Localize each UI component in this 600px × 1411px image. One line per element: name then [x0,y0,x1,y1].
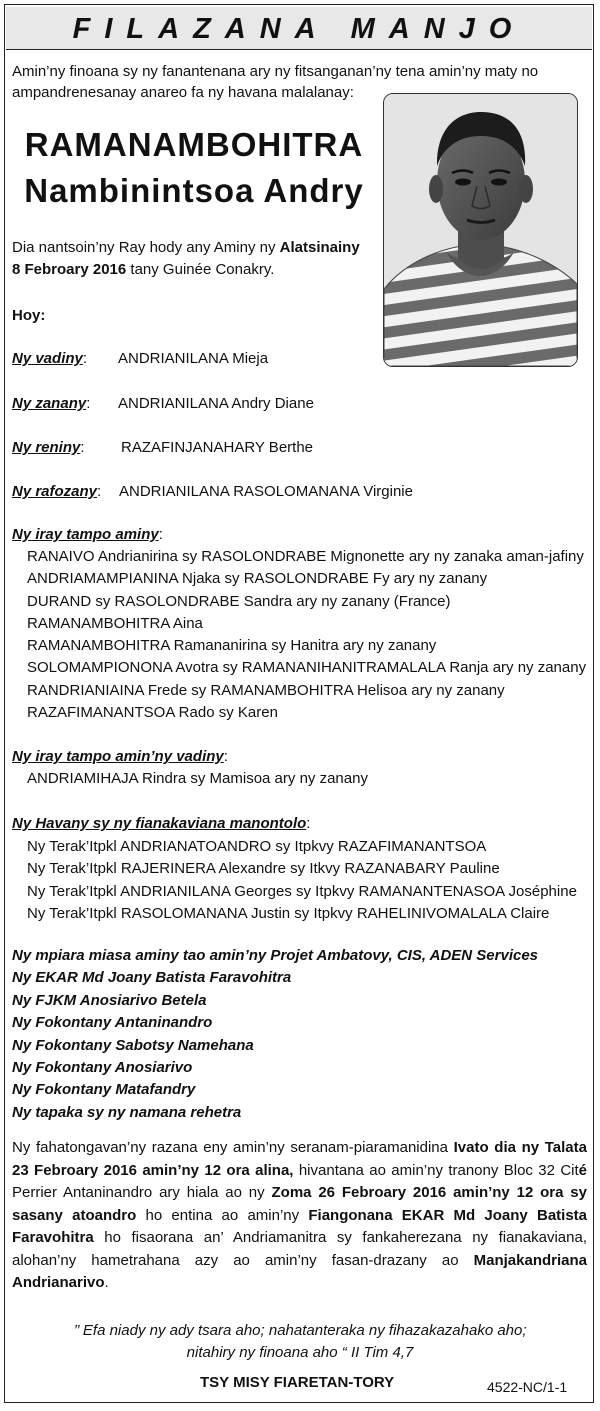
text-run: . [104,1274,109,1291]
family-value-reniny: RAZAFINJANAHARY Berthe [121,439,314,456]
heading-text: Ny iray tampo aminy [12,526,159,543]
list-item: RANAIVO Andrianirina sy RASOLONDRABE Mignonette ary ny zanaka aman-jafiny [27,548,584,565]
label-text: Ny zanany [12,395,87,412]
heading-text: Ny iray tampo amin’ny vadiny [12,748,224,765]
list-item: Ny Terak’Itpkl RASOLOMANANA Justin sy Itpkvy RAHELINIVOMALALA Claire [27,904,550,922]
notice-title: FILAZANA MANJO [72,13,526,45]
text-run: ho entina ao amin’ny [136,1206,309,1224]
departure-datetime: Zoma 26 Febroary 2016 amin’ny 12 ora sy sasany atoandro [12,1184,587,1224]
label-text: Ny reniny [12,439,81,456]
separator: : [86,395,91,412]
list-item: SOLOMAMPIONONA Avotra sy RAMANANIHANITRAMALALA Ranja ary ny zanany [27,659,587,677]
death-line-2 [12,260,274,280]
siblings-heading: Ny iray tampo aminy: [12,526,163,543]
deceased-given-names: Nambinintsoa Andry [24,172,364,209]
spouse-siblings-heading: Ny iray tampo amin’ny vadiny: [12,748,228,765]
deceased-photo [383,93,578,367]
arrival-datetime: Ivato dia ny Talata 23 Febroary 2016 amin’ny 12 ora alina, [12,1139,587,1179]
death-text: Dia nantsoin’ny Ray hody any Aminy ny [12,239,280,256]
list-item: Ny Terak’Itpkl ANDRIANATOANDRO sy Itpkvy RAZAFIMANANTSOA [27,838,487,855]
list-item: RANDRIANIAINA Frede sy RAMANAMBOHITRA Helisoa ary ny zanany [27,681,505,699]
text-run: Ny fahatongavan’ny razana eny amin’ny seranam-piaramanidina [12,1139,454,1156]
family-value-zanany: ANDRIANILANA Andry Diane [118,395,314,412]
organization-item: Ny EKAR Md Joany Batista Faravohitra [12,969,292,987]
list-item: DURAND sy RASOLONDRABE Sandra ary ny zanany (France) [27,592,451,610]
siblings-list [27,546,586,724]
quote-line: ’’ Efa niady ny ady tsara aho; nahatanteraka ny fihazakazahako aho; [73,1322,527,1339]
separator: : [82,350,88,367]
organization-item: Ny FJKM Anosiarivo Betela [12,991,207,1009]
family-label-rafozany [12,482,101,502]
death-day: Alatsinainy [279,239,360,256]
heading-text: Ny Havany sy ny fianakaviana manontolo [12,815,307,832]
organization-item: Ny tapaka sy ny namana rehetra [12,1103,242,1121]
organization-item: Ny Fokontany Antaninandro [12,1014,213,1032]
extended-family-list [27,836,577,925]
spouse-siblings-list [27,768,368,790]
family-label-reniny [12,438,85,458]
list-item: RAMANAMBOHITRA Aina [27,614,203,632]
deceased-surname: RAMANAMBOHITRA [24,126,364,163]
organization-item: Ny Fokontany Matafandry [12,1081,196,1099]
organizations-list [12,945,538,1124]
list-item: ANDRIAMIHAJA Rindra sy Mamisoa ary ny zanany [27,770,368,787]
reference-code: 4522-NC/1-1 [487,1379,568,1395]
family-value-vadiny: ANDRIANILANA Mieja [118,350,269,367]
death-place: tany Guinée Conakry. [126,261,275,278]
list-item: RAMANAMBOHITRA Ramananirina sy Hanitra ary ny zanany [27,637,437,655]
signature-line: TSY MISY FIARETAN-TORY [200,1374,395,1391]
list-item: RAZAFIMANANTSOA Rado sy Karen [27,704,278,722]
list-item: ANDRIAMAMPIANINA Njaka sy RASOLONDRABE Fy ary ny zanany [27,570,488,588]
death-date: 8 Febroary 2016 [12,261,127,278]
family-label-vadiny [12,349,87,369]
burial-place: Manjakandriana Andrianarivo [12,1251,587,1291]
organization-item: Ny Fokontany Sabotsy Namehana [12,1036,254,1054]
text-run: ho fisaorana an’ Andriamanitra sy fankaherezana ny fianakaviana, alohan’ny hametrahana azy ao amin’ny fasan-drazany ao [12,1229,587,1269]
separator: : [80,439,85,456]
label-text: Ny rafozany [12,483,98,500]
organization-item: Ny Fokontany Anosiarivo [12,1059,193,1077]
text-run: é [578,1161,587,1179]
portrait-image [384,94,577,366]
intro-text: Amin’ny finoana sy ny fanantenana ary ny fitsanganan’ny tena amin’ny maty no ampandrenesanay anareo fa ny havana malalanay: [12,63,539,101]
death-line-1 [12,238,360,258]
quote-line: nitahiry ny finoana aho “ II Tim 4,7 [186,1344,414,1361]
family-value-rafozany: ANDRIANILANA RASOLOMANANA Virginie [119,483,413,500]
separator: : [97,483,102,500]
label-text: Ny vadiny [12,350,83,367]
organization-item: Ny mpiara miasa aminy tao amin’ny Projet Ambatovy, CIS, ADEN Services [12,947,539,964]
list-item: Ny Terak’Itpkl RAJERINERA Alexandre sy Itkvy RAZANABARY Pauline [27,860,500,878]
text-run: Perrier Antaninandro ary hiala ao ny [12,1184,272,1201]
funeral-arrangements [12,1137,587,1295]
header-bar [6,7,592,50]
church-name: Fiangonana EKAR Md Joany Batista Faravohitra [12,1206,588,1246]
hoy-label: Hoy: [12,307,46,324]
family-label-zanany [12,394,90,414]
text-run: hivantana ao amin’ny tranony Bloc 32 Cit [293,1161,579,1179]
list-item: Ny Terak’Itpkl ANDRIANILANA Georges sy Itpkvy RAMANANTENASOA Joséphine [27,882,577,900]
extended-family-heading: Ny Havany sy ny fianakaviana manontolo: [12,815,311,832]
scripture-quote [0,1320,600,1364]
